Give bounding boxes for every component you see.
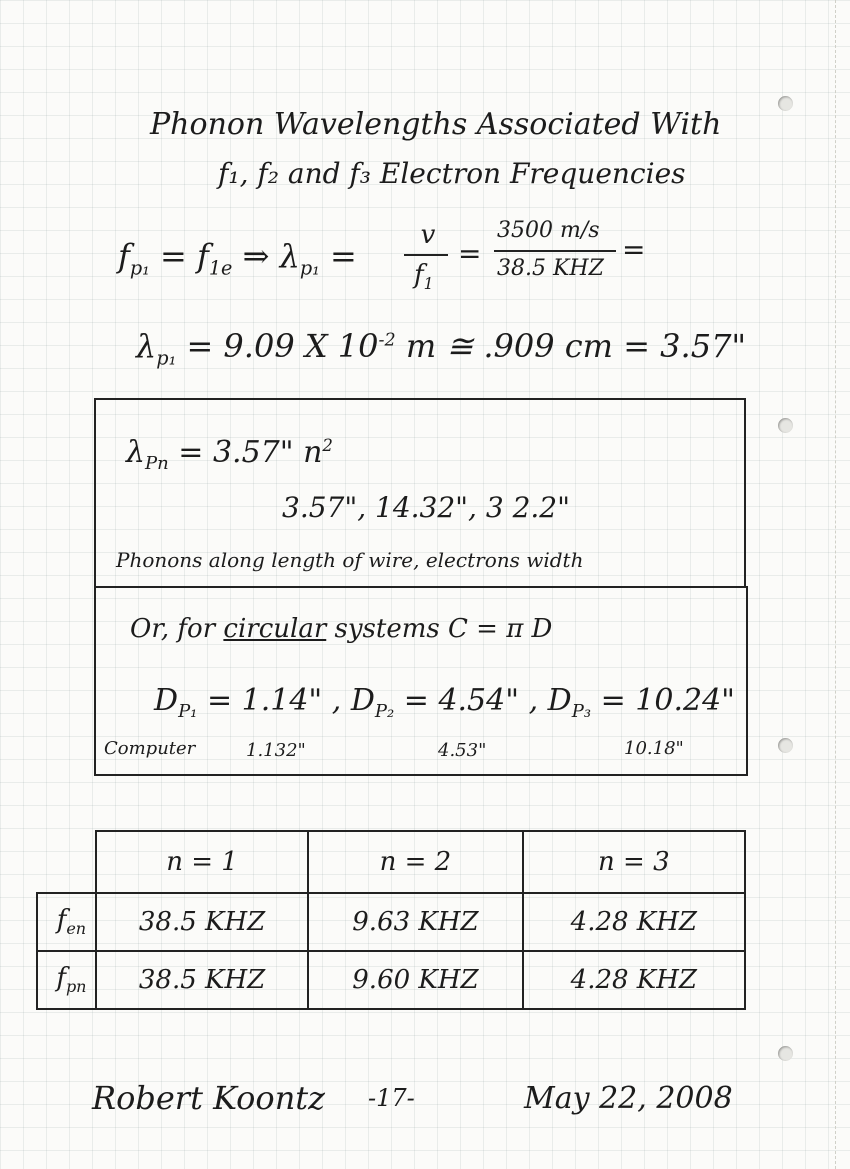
frac2-denominator: 38.5 KHZ [497,256,604,281]
table-header-cell: n = 2 [308,831,522,893]
punch-hole [778,418,793,433]
signature: Robert Koontz [92,1079,326,1117]
punch-hole [778,96,793,111]
table-cell: 38.5 KHZ [96,893,308,951]
frac1-denominator: $f_1$ [414,260,434,294]
page-title-line2: f₁, f₂ and f₃ Electron Frequencies [218,157,686,190]
equation-2: $\lambda_{p_1} = 9.09$ X $10^{-2}$ m ≅ .909 cm = 3.57" [136,327,747,370]
equation-1: $f_{p_1} = f_{1e}$ ⇒ $\lambda_{p_1}$ = [118,237,357,280]
frac2-bar [494,250,616,252]
frac2-numerator: 3500 m/s [497,218,600,243]
row-label-fen: $f_{en}$ [37,893,96,951]
diameter-values: $D_{P_1} = 1.14$" , $D_{P_2} = 4.54$" , $D_{P_3} = 10.24$" [154,683,735,722]
circular-systems-line: Or, for circular systems C = π D [130,614,553,644]
punch-hole [778,1046,793,1061]
page-title-line1: Phonon Wavelengths Associated With [150,107,722,142]
computer-label: Computer [104,738,196,759]
table-header-cell: n = 3 [523,831,745,893]
table-row [37,951,745,1009]
result-box-wavelength [94,398,746,588]
spiral-binding [835,0,850,1169]
row-label-fpn: $f_{pn}$ [37,951,96,1009]
frac1-numerator: v [420,220,436,250]
wavelength-note: Phonons along length of wire, electrons width [116,548,584,572]
punch-hole [778,738,793,753]
frac1-bar [404,254,448,256]
table-header-cell: n = 1 [96,831,308,893]
page-number: -17- [368,1084,415,1112]
wavelength-values: 3.57", 14.32", 3 2.2" [282,491,570,524]
page-date: May 22, 2008 [524,1081,733,1116]
table-cell: 9.60 KHZ [308,951,522,1009]
wavelength-formula: $\lambda_{Pn} = 3.57$" $n^2$ [126,435,333,474]
table-cell: 9.63 KHZ [308,893,522,951]
table-cell: 38.5 KHZ [96,951,308,1009]
table-cell: 4.28 KHZ [523,893,745,951]
table-row [37,893,745,951]
equals-sign-trailing: = [622,233,646,266]
equals-sign: = [458,237,482,270]
table-cell: 4.28 KHZ [523,951,745,1009]
computer-value-2: 4.53" [438,740,487,761]
computer-value-1: 1.132" [246,740,306,761]
table-corner [37,831,96,893]
computer-value-3: 10.18" [624,738,684,759]
result-box-circular [94,586,748,776]
frequency-table [36,830,746,1010]
